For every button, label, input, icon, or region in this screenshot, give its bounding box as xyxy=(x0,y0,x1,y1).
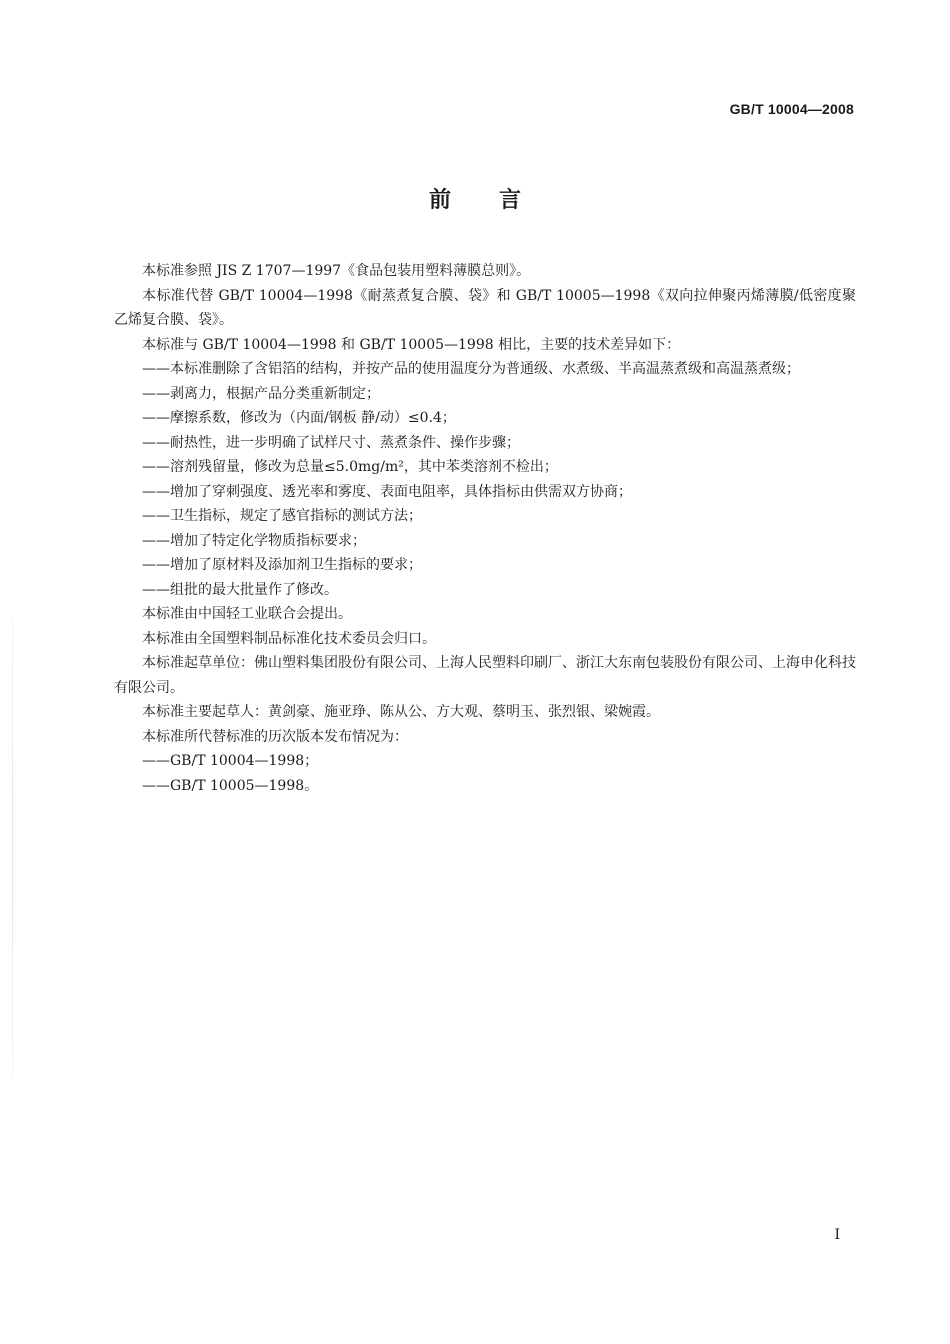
list-item: ——剥离力，根据产品分类重新制定； xyxy=(142,385,380,402)
paragraph-replaces: 本标准代替 GB/T 10004—1998《耐蒸煮复合膜、袋》和 GB/T 10005—1998《双向拉伸聚丙烯薄膜/低密度聚乙烯复合膜、袋》。 xyxy=(114,287,856,328)
list-item: ——增加了特定化学物质指标要求； xyxy=(142,532,366,549)
list-item: ——GB/T 10005—1998。 xyxy=(142,777,319,794)
paragraph-differences-intro: 本标准与 GB/T 10004—1998 和 GB/T 10005—1998 相比，主要的技术差异如下： xyxy=(142,336,681,353)
paragraph-history-intro: 本标准所代替标准的历次版本发布情况为： xyxy=(142,728,408,745)
page-title: 前言 xyxy=(428,188,569,213)
paragraph-drafters: 本标准主要起草人：黄剑豪、施亚琤、陈从公、方大观、蔡明玉、张烈银、梁婉霞。 xyxy=(142,704,660,720)
list-item: ——溶剂残留量，修改为总量≤5.0mg/m²，其中苯类溶剂不检出； xyxy=(142,459,558,475)
list-item: ——组批的最大批量作了修改。 xyxy=(142,581,338,598)
foreword-body xyxy=(114,259,856,798)
scan-edge-mark xyxy=(12,620,13,1080)
paragraph-drafting-units: 本标准起草单位：佛山塑料集团股份有限公司、上海人民塑料印刷厂、浙江大东南包装股份有限公司、上海申化科技有限公司。 xyxy=(114,655,856,696)
paragraph-reference: 本标准参照 JIS Z 1707—1997《食品包装用塑料薄膜总则》。 xyxy=(142,263,531,279)
history-list xyxy=(114,749,856,798)
list-item: ——增加了原材料及添加剂卫生指标的要求； xyxy=(142,557,422,573)
list-item: ——本标准删除了含铝箔的结构，并按产品的使用温度分为普通级、水煮级、半高温蒸煮级和高温蒸煮级； xyxy=(142,361,800,377)
differences-list xyxy=(114,357,856,602)
list-item: ——耐热性，进一步明确了试样尺寸、蒸煮条件、操作步骤； xyxy=(142,434,520,451)
paragraph-proposed-by: 本标准由中国轻工业联合会提出。 xyxy=(142,606,352,622)
page-number: I xyxy=(834,1227,840,1243)
list-item: ——GB/T 10004—1998； xyxy=(142,753,319,769)
list-item: ——增加了穿刺强度、透光率和雾度、表面电阻率，具体指标由供需双方协商； xyxy=(142,483,632,500)
paragraph-centralized-by: 本标准由全国塑料制品标准化技术委员会归口。 xyxy=(142,630,436,647)
list-item: ——摩擦系数，修改为（内面/钢板 静/动）≤0.4； xyxy=(142,410,456,426)
standard-code: GB/T 10004—2008 xyxy=(729,101,854,117)
list-item: ——卫生指标，规定了感官指标的测试方法； xyxy=(142,508,422,524)
